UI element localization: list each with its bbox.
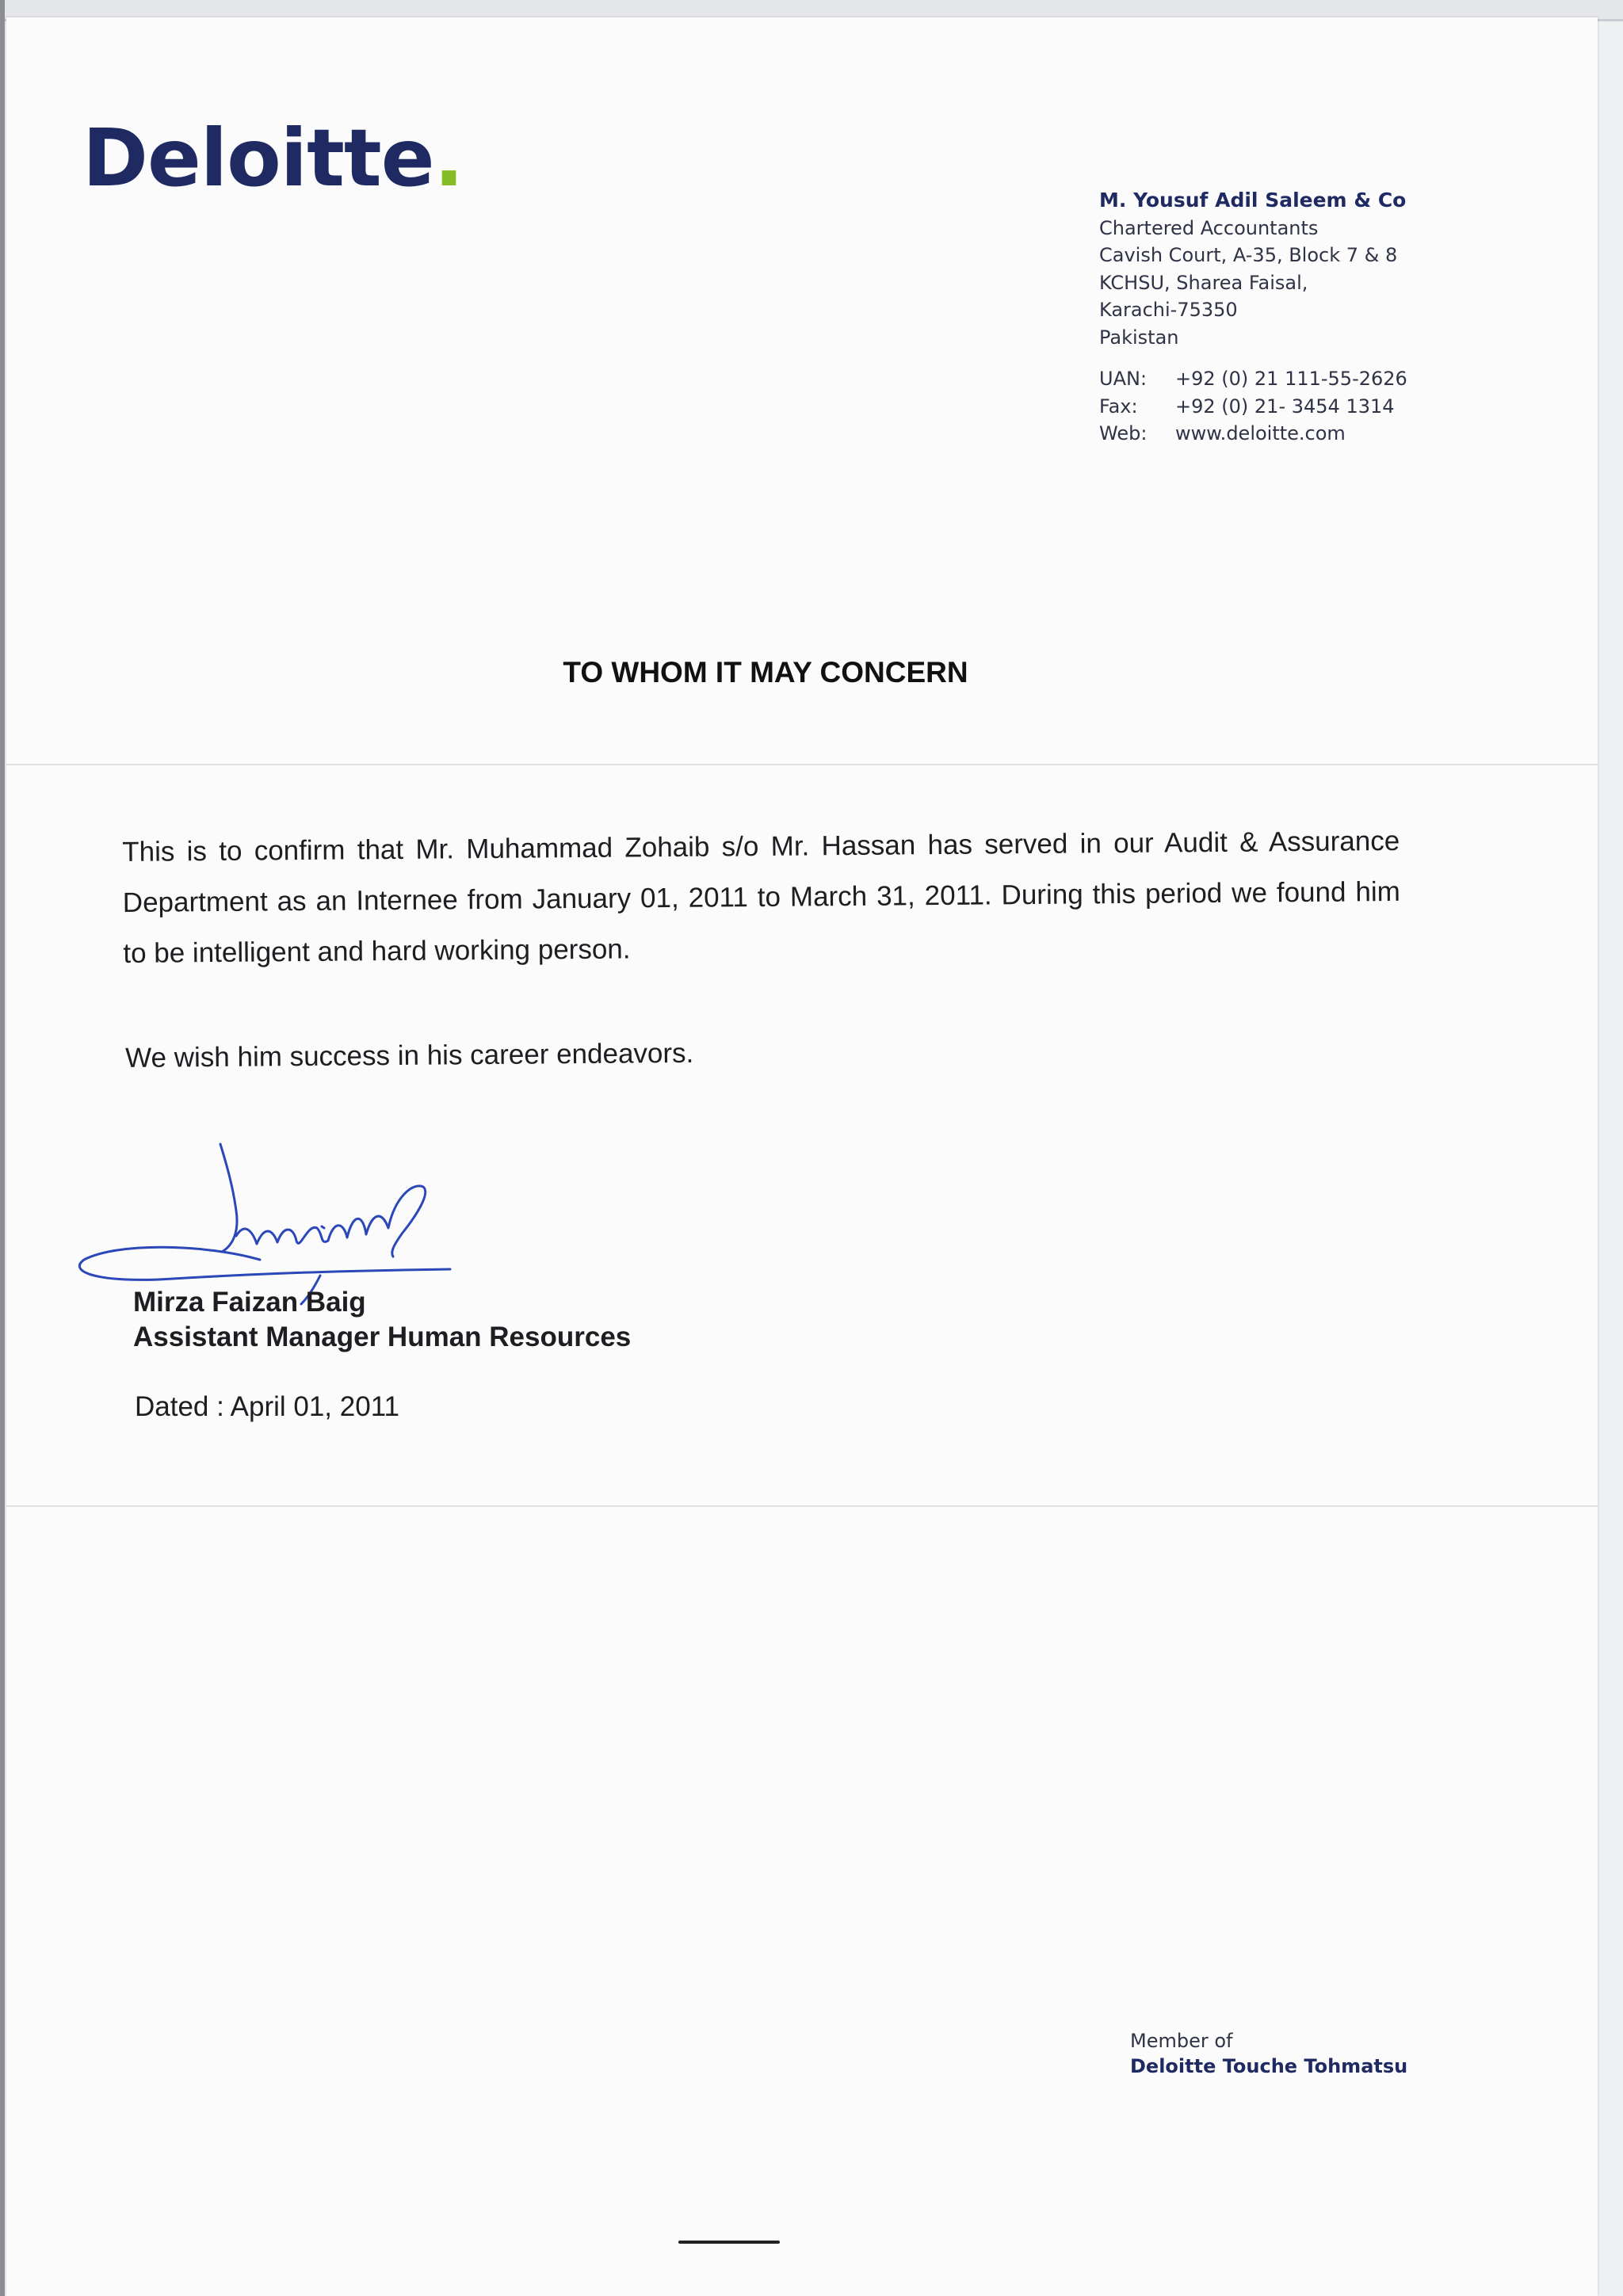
member-of-label: Member of (1130, 2030, 1233, 2052)
letterhead-address (1099, 187, 1407, 448)
deloitte-logo: Deloitte. (82, 112, 464, 204)
contact-value: www.deloitte.com (1175, 422, 1346, 444)
letter-body: This is to confirm that Mr. Muhammad Zohaib s/o Mr. Hassan has served in our Audit & Assurance Department as an Internee from January 01, 2011 to March 31, 2011. During this period we found him to be intelligent and hard working person. (122, 825, 1400, 969)
firm-name: M. Yousuf Adil Saleem & Co (1099, 189, 1407, 212)
contact-label: Fax: (1099, 395, 1138, 418)
fold-line (6, 1505, 1598, 1507)
contact-row-fax (1099, 393, 1407, 421)
signatory-block (133, 1285, 631, 1355)
contact-row-web (1099, 420, 1407, 448)
contact-label: Web: (1099, 422, 1148, 444)
scan-mark (678, 2241, 780, 2244)
letter-closing: We wish him success in his career endeavors. (125, 1037, 694, 1074)
letter-heading: TO WHOM IT MAY CONCERN (563, 656, 968, 688)
contact-value: +92 (0) 21- 3454 1314 (1175, 395, 1395, 418)
signatory-title: Assistant Manager Human Resources (133, 1322, 632, 1352)
signatory-name: Mirza Faizan Baig (133, 1287, 366, 1318)
address-line: Karachi-75350 (1099, 299, 1238, 321)
contact-label: UAN: (1099, 368, 1148, 390)
address-line: Cavish Court, A-35, Block 7 & 8 (1099, 244, 1398, 266)
contact-value: +92 (0) 21 111-55-2626 (1175, 368, 1407, 390)
contact-block (1099, 365, 1407, 448)
member-network: Deloitte Touche Tohmatsu (1130, 2055, 1408, 2077)
address-line: Pakistan (1099, 326, 1179, 349)
member-of-block (1130, 2028, 1407, 2079)
scan-left-edge (0, 0, 5, 2296)
letter-date: Dated : April 01, 2011 (135, 1391, 400, 1422)
address-line: Chartered Accountants (1099, 216, 1319, 239)
contact-row-uan (1099, 365, 1407, 393)
fold-line (6, 764, 1598, 765)
address-line: KCHSU, Sharea Faisal, (1099, 271, 1308, 294)
handwritten-signature (70, 1141, 466, 1307)
